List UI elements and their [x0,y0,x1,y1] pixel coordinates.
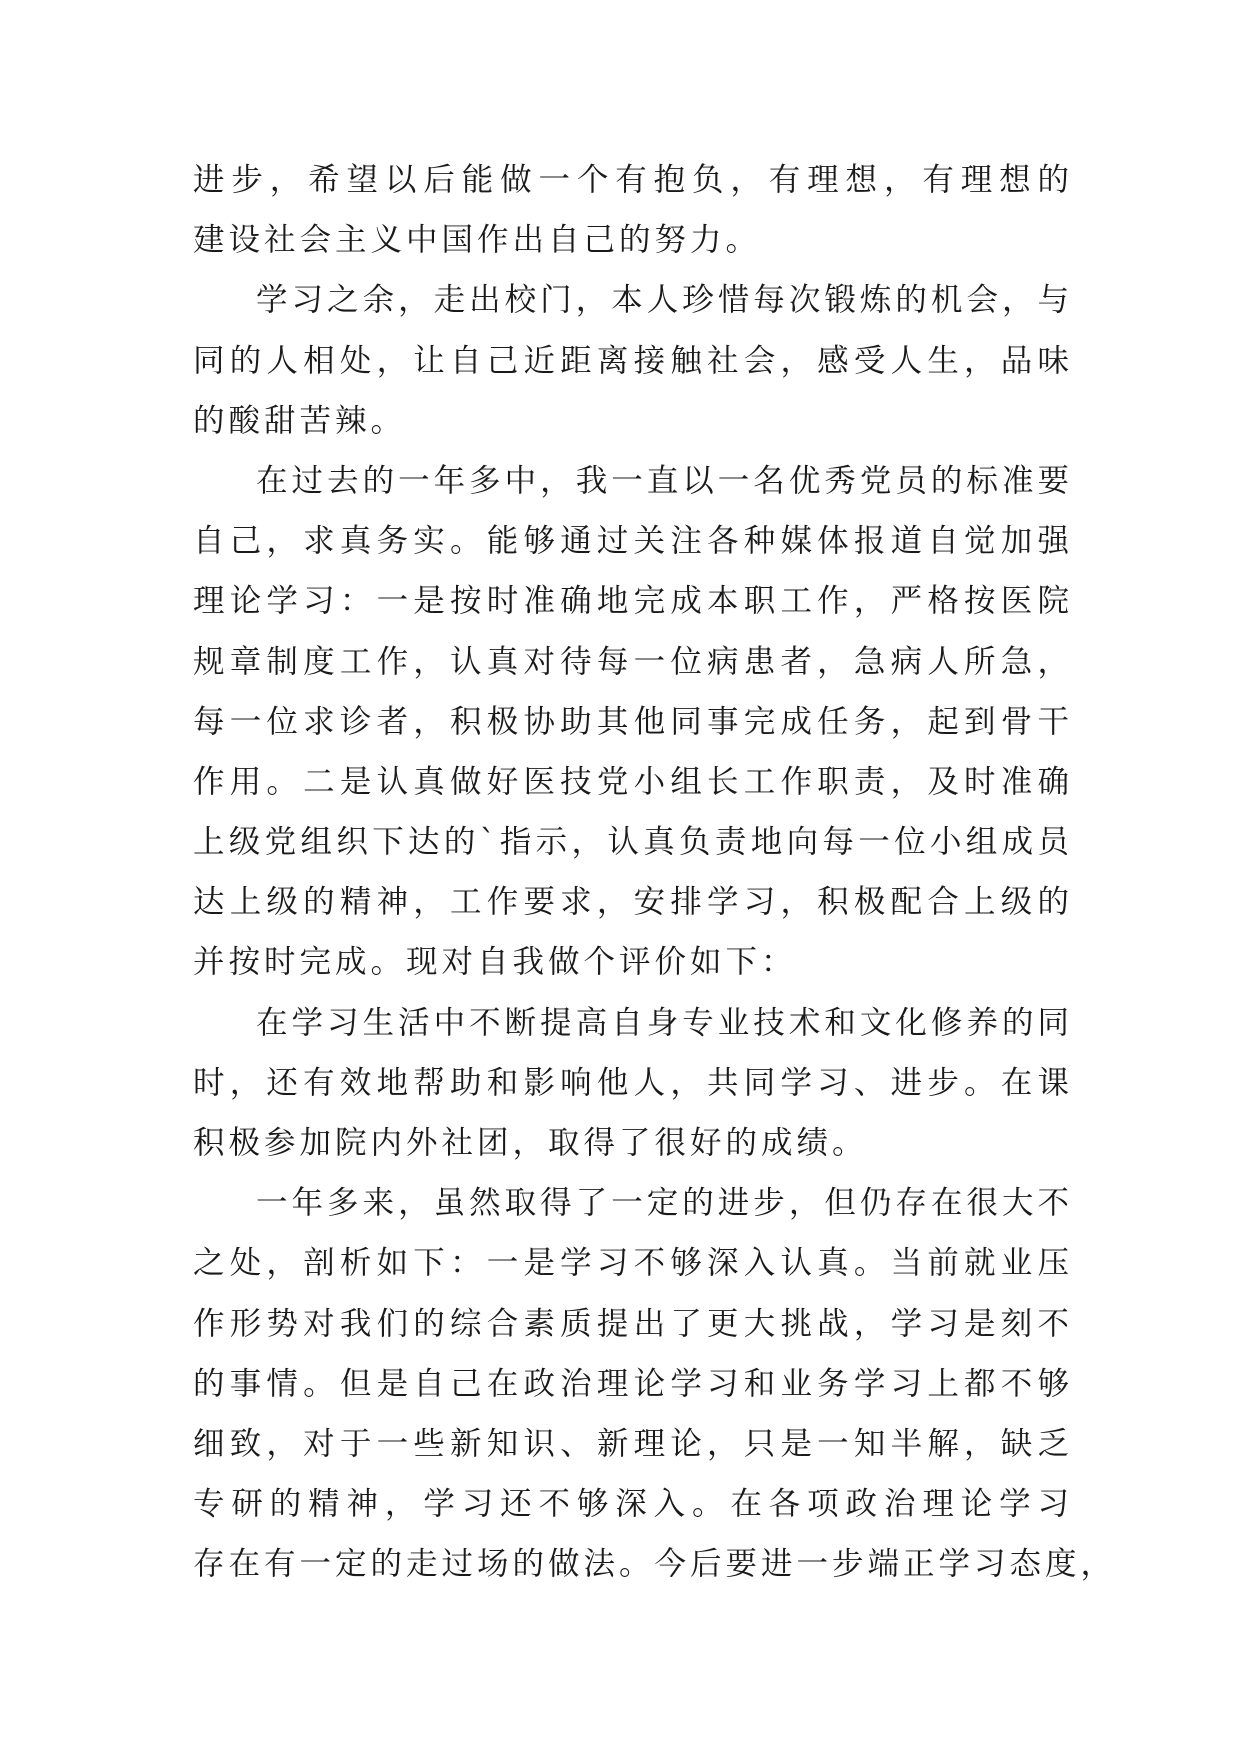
text-line: 之处，剖析如下：一是学习不够深入认真。当前就业压 [193,1245,1073,1282]
text-line: 的酸甜苦辣。 [193,402,407,439]
text-line: 规章制度工作，认真对待每一位病患者，急病人所急， [193,643,1073,680]
text-line: 存在有一定的走过场的做法。今后要进一步端正学习态度， [193,1546,1117,1583]
text-line: 作形势对我们的综合素质提出了更大挑战，学习是刻不 [193,1305,1073,1342]
text-line: 在学习生活中不断提高自身专业技术和文化修养的同 [256,1004,1073,1041]
document-body [193,150,1117,1595]
paragraph [193,1173,1117,1594]
text-line: 的事情。但是自己在政治理论学习和业务学习上都不够 [193,1365,1073,1402]
text-line: 同的人相处，让自己近距离接触社会，感受人生，品味 [193,342,1073,379]
paragraph [193,993,1073,1174]
text-line: 作用。二是认真做好医技党小组长工作职责，及时准确 [193,763,1073,800]
text-line: 并按时完成。现对自我做个评价如下： [193,944,797,981]
text-line: 专研的精神，学习还不够深入。在各项政治理论学习 [193,1486,1073,1523]
text-line: 进步，希望以后能做一个有抱负，有理想，有理想的 [193,162,1073,198]
text-line: 建设社会主义中国作出自己的努力。 [193,222,762,259]
text-line: 达上级的精神，工作要求，安排学习，积极配合上级的 [193,884,1073,921]
text-line: 学习之余，走出校门，本人珍惜每次锻炼的机会，与 [256,282,1073,319]
text-line: 在过去的一年多中，我一直以一名优秀党员的标准要 [256,462,1073,499]
text-line: 一年多来，虽然取得了一定的进步，但仍存在很大不 [256,1185,1073,1222]
text-line: 上级党组织下达的`指示，认真负责地向每一位小组成员 [193,824,1073,861]
text-line: 积极参加院内外社团，取得了很好的成绩。 [193,1125,868,1161]
text-line: 细致，对于一些新知识、新理论，只是一知半解，缺乏 [193,1425,1073,1462]
paragraph [193,150,1073,270]
text-line: 理论学习：一是按时准确地完成本职工作，严格按医院 [193,583,1073,620]
text-line: 每一位求诊者，积极协助其他同事完成任务，起到骨干 [193,703,1073,740]
text-line: 自己，求真务实。能够通过关注各种媒体报道自觉加强 [193,523,1073,560]
paragraph [193,270,1073,451]
paragraph [193,451,1073,993]
text-line: 时，还有效地帮助和影响他人，共同学习、进步。在课 [193,1064,1073,1101]
